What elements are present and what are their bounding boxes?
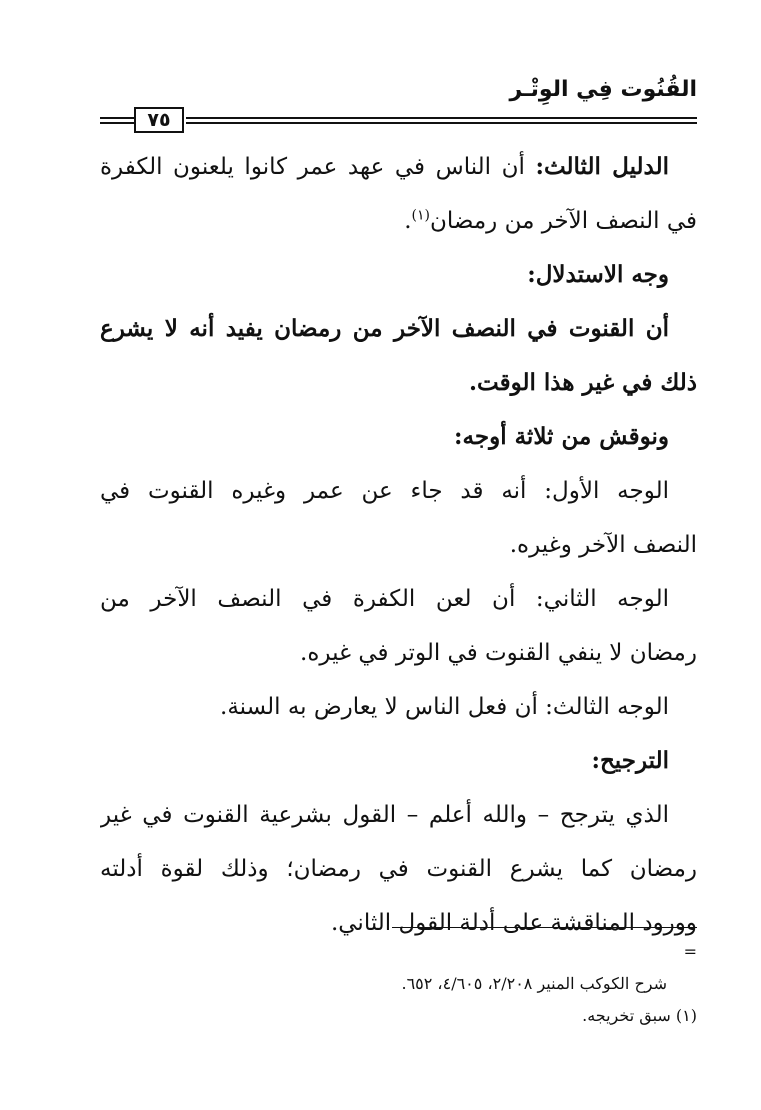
text-line: أن القنوت في النصف الآخر من رمضان يفيد أنه لا يشرع [100,315,669,342]
section-heading: الترجيح: [591,747,669,774]
footnote-continuation-mark: = [683,942,697,961]
footnote-continuation: شرح الكوكب المنير ٢/٢٠٨، ٤/٦٠٥، ٦٥٢. [401,974,667,993]
text-line: وورود المناقشة على أدلة القول الثاني. [330,910,697,936]
text-line: الوجه الثاني: أن لعن الكفرة في النصف الآخر من [100,586,669,612]
text-line: في النصف الآخر من رمضان$^{(١)}$. [404,207,697,234]
text-line: النصف الآخر وغيره. [509,532,697,558]
text-line: رمضان كما يشرع القنوت في رمضان؛ وذلك لقوة أدلته [100,856,697,882]
main-text [100,140,697,950]
evidence-text: أن الناس في عهد عمر كانوا يلعنون الكفرة [100,154,536,180]
running-header-title: القُنُوت فِي الوِتْـر [509,77,697,102]
footnote-separator [392,927,697,928]
text-line: رمضان لا ينفي القنوت في الوتر في غيره. [300,640,697,666]
header-double-rule-left [100,117,134,124]
section-heading: وجه الاستدلال: [527,261,669,288]
text-line: الوجه الأول: أنه قد جاء عن عمر وغيره القنوت في [100,478,669,504]
text-line: الذي يترجح – والله أعلم – القول بشرعية القنوت في غير [100,802,669,828]
header-double-rule-right [186,117,697,124]
text-line [100,140,697,194]
page-number-box: ٧٥ [134,107,184,133]
section-heading: ونوقش من ثلاثة أوجه: [454,423,669,450]
footnote-reference: (١) [411,207,430,224]
text-line: الوجه الثالث: أن فعل الناس لا يعارض به السنة. [220,694,669,720]
footnote-1: (١) سبق تخريجه. [582,1006,697,1025]
text-line: ذلك في غير هذا الوقت. [469,369,697,396]
evidence-heading: الدليل الثالث: [535,153,669,180]
footnotes [100,936,697,1032]
